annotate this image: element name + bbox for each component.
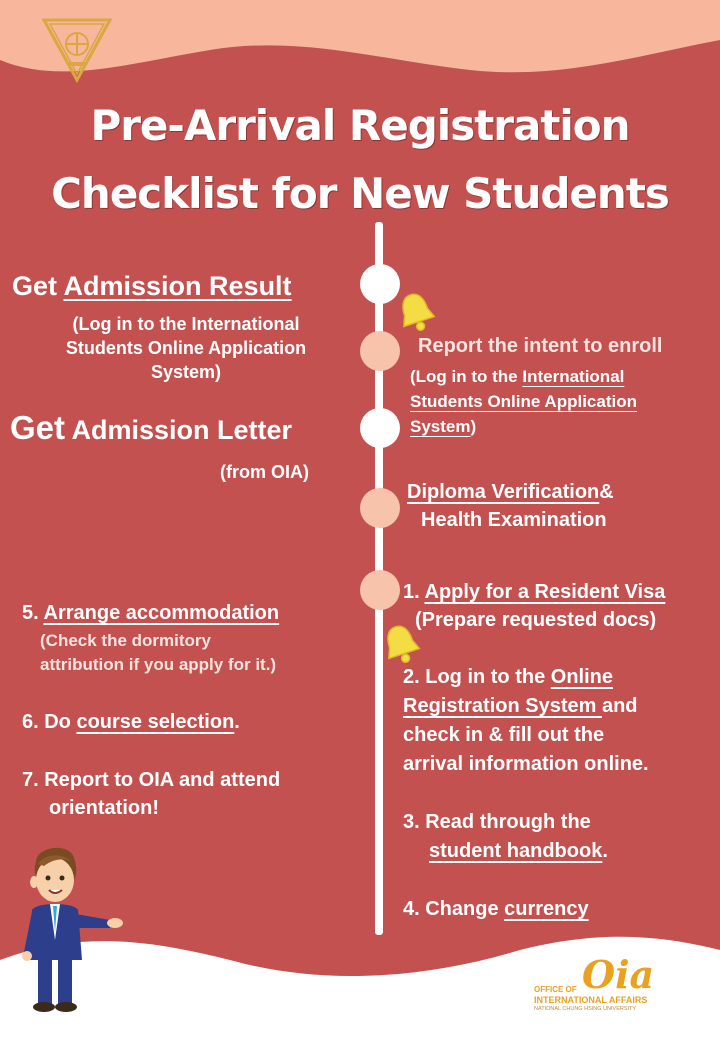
diploma-suffix: & bbox=[599, 481, 614, 503]
oia-logo-line3: NATIONAL CHUNG HSING UNIVERSITY bbox=[534, 1006, 637, 1012]
step-2-line: check in & fill out the bbox=[403, 724, 605, 746]
step-6-suffix: . bbox=[234, 711, 240, 733]
oia-logo-brand: Oia bbox=[582, 952, 655, 997]
university-emblem-icon bbox=[38, 14, 116, 86]
admission-letter-note: (from OIA) bbox=[220, 462, 309, 482]
resident-visa-link[interactable]: Apply for a Resident Visa bbox=[424, 581, 666, 603]
step-7-line: 7. Report to OIA and attend bbox=[22, 769, 281, 791]
step-7 bbox=[22, 766, 280, 822]
page-title-line-1: Pre-Arrival Registration bbox=[90, 101, 630, 150]
intent-system-link[interactable]: System bbox=[410, 417, 471, 436]
admission-letter-get: Get bbox=[10, 409, 66, 446]
diploma-heading bbox=[407, 478, 614, 534]
step-4-prefix: 4. Change bbox=[403, 898, 505, 920]
step-7-line: orientation! bbox=[49, 797, 159, 819]
step-5-note bbox=[40, 629, 276, 677]
oia-logo-icon bbox=[532, 952, 672, 1020]
man-mascot-icon bbox=[14, 840, 124, 1015]
currency-link[interactable]: currency bbox=[504, 898, 589, 920]
health-examination-text: Health Examination bbox=[421, 509, 607, 531]
diploma-verification-link[interactable]: Diploma Verification bbox=[407, 481, 600, 503]
oia-logo-line1: OFFICE OF bbox=[534, 985, 577, 994]
report-intent-heading: Report the intent to enroll bbox=[418, 335, 663, 357]
oia-logo-line2: INTERNATIONAL AFFAIRS bbox=[534, 995, 648, 1005]
step-2-prefix: 2. Log in to the bbox=[403, 666, 551, 688]
arrange-accommodation-link[interactable]: Arrange accommodation bbox=[43, 602, 280, 624]
step-2-line: arrival information online. bbox=[403, 753, 649, 775]
step-3-line: 3. Read through the bbox=[403, 811, 591, 833]
student-handbook-link[interactable]: student handbook bbox=[429, 840, 603, 862]
report-intent-note bbox=[410, 364, 637, 439]
course-selection-link[interactable]: course selection bbox=[76, 711, 235, 733]
admission-letter-text: Admission Letter bbox=[65, 415, 293, 445]
bell-icon bbox=[395, 290, 437, 334]
admission-result-link[interactable]: Admission Result bbox=[63, 271, 292, 301]
intent-note-suffix: ) bbox=[470, 417, 477, 436]
step-3 bbox=[403, 808, 608, 866]
timeline-dot-intent bbox=[360, 331, 400, 371]
step-2 bbox=[403, 663, 649, 779]
timeline-dot-diploma bbox=[360, 488, 400, 528]
online-registration-link[interactable]: Online bbox=[550, 666, 613, 688]
step-6-prefix: 6. Do bbox=[22, 711, 77, 733]
timeline-dot-admission-result bbox=[360, 264, 400, 304]
step-5-note-line: (Check the dormitory bbox=[40, 631, 211, 650]
timeline-dot-visa bbox=[360, 570, 400, 610]
step-2-and: and bbox=[601, 695, 638, 717]
admission-result-note-line: Students Online Application bbox=[65, 338, 307, 358]
admission-result-note bbox=[16, 312, 356, 384]
timeline-dot-admission-letter bbox=[360, 408, 400, 448]
step-1-note: (Prepare requested docs) bbox=[415, 609, 657, 631]
admission-result-note-line: (Log in to the International bbox=[72, 314, 300, 334]
step-5-number: 5. bbox=[22, 602, 44, 624]
admission-result-prefix: Get bbox=[12, 271, 64, 301]
step-5 bbox=[22, 599, 279, 627]
online-registration-link[interactable]: Registration System bbox=[403, 695, 602, 717]
admission-result-note-line: System) bbox=[150, 362, 222, 382]
step-5-note-line: attribution if you apply for it.) bbox=[40, 655, 277, 674]
intent-system-link[interactable]: International bbox=[522, 367, 625, 386]
step-6 bbox=[22, 708, 240, 736]
admission-letter-heading bbox=[10, 410, 292, 453]
step-3-suffix: . bbox=[602, 840, 608, 862]
admission-result-heading bbox=[12, 270, 292, 302]
step-1-number: 1. bbox=[403, 581, 425, 603]
page-title-line-2: Checklist for New Students bbox=[51, 169, 669, 218]
step-4 bbox=[403, 895, 589, 923]
step-1 bbox=[403, 578, 665, 634]
intent-note-prefix: (Log in to the bbox=[410, 367, 523, 386]
intent-system-link[interactable]: Students Online Application bbox=[410, 392, 637, 411]
